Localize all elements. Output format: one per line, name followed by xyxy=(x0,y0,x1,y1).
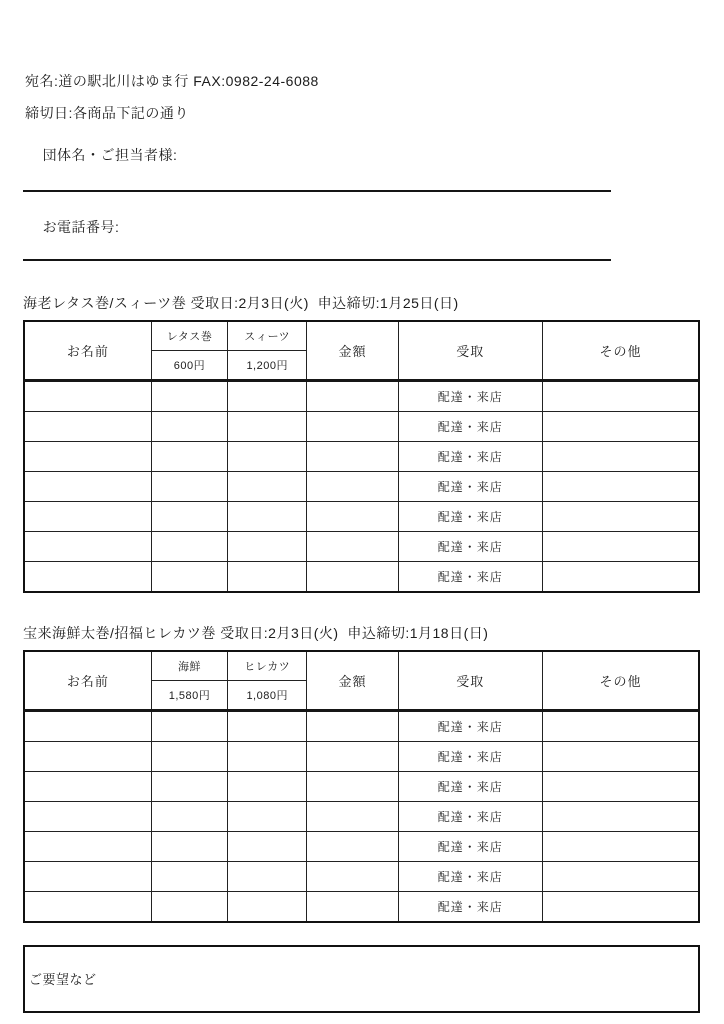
qty-cell-product1 xyxy=(151,802,227,832)
qty-cell-product2 xyxy=(228,892,307,923)
other-cell xyxy=(543,472,699,502)
header-row-products xyxy=(24,651,699,681)
col-header-product1: 海鮮 xyxy=(151,651,227,681)
addressee-line: 宛名:道の駅北川はゆま行 FAX:0982-24-6088 xyxy=(25,73,319,89)
order-table-ebi-lettuce xyxy=(23,320,700,593)
price-product1: 600円 xyxy=(151,351,227,381)
amount-cell xyxy=(307,502,398,532)
qty-cell-product1 xyxy=(151,832,227,862)
amount-cell xyxy=(307,892,398,923)
pickup-cell: 配達・来店 xyxy=(398,892,542,923)
order-row xyxy=(24,562,699,593)
name-cell xyxy=(24,862,151,892)
qty-cell-product1 xyxy=(151,532,227,562)
col-header-other: その他 xyxy=(543,321,699,381)
qty-cell-product1 xyxy=(151,742,227,772)
notes-box xyxy=(23,945,700,1013)
qty-cell-product1 xyxy=(151,772,227,802)
other-cell xyxy=(543,862,699,892)
order-row xyxy=(24,832,699,862)
other-cell xyxy=(543,412,699,442)
price-product1: 1,580円 xyxy=(151,681,227,711)
qty-cell-product2 xyxy=(228,772,307,802)
pickup-cell: 配達・来店 xyxy=(398,862,542,892)
order-row xyxy=(24,472,699,502)
amount-cell xyxy=(307,862,398,892)
col-header-pickup: 受取 xyxy=(398,651,542,711)
order-row xyxy=(24,802,699,832)
pickup-cell: 配達・来店 xyxy=(398,472,542,502)
name-cell xyxy=(24,381,151,412)
name-cell xyxy=(24,772,151,802)
other-cell xyxy=(543,772,699,802)
qty-cell-product1 xyxy=(151,442,227,472)
qty-cell-product2 xyxy=(228,412,307,442)
name-cell xyxy=(24,442,151,472)
other-cell xyxy=(543,381,699,412)
col-header-product2: ヒレカツ xyxy=(228,651,307,681)
qty-cell-product2 xyxy=(228,502,307,532)
pickup-cell: 配達・来店 xyxy=(398,772,542,802)
amount-cell xyxy=(307,711,398,742)
pickup-cell: 配達・来店 xyxy=(398,442,542,472)
qty-cell-product1 xyxy=(151,892,227,923)
amount-cell xyxy=(307,832,398,862)
qty-cell-product2 xyxy=(228,711,307,742)
amount-cell xyxy=(307,772,398,802)
pickup-cell: 配達・来店 xyxy=(398,532,542,562)
pickup-cell: 配達・来店 xyxy=(398,711,542,742)
col-header-amount: 金額 xyxy=(307,321,398,381)
amount-cell xyxy=(307,562,398,593)
other-cell xyxy=(543,562,699,593)
order-row xyxy=(24,892,699,923)
price-product2: 1,200円 xyxy=(228,351,307,381)
other-cell xyxy=(543,892,699,923)
qty-cell-product2 xyxy=(228,472,307,502)
qty-cell-product2 xyxy=(228,381,307,412)
amount-cell xyxy=(307,742,398,772)
name-cell xyxy=(24,472,151,502)
qty-cell-product1 xyxy=(151,562,227,593)
order-row xyxy=(24,412,699,442)
order-table-horai-hirekatsu xyxy=(23,650,700,923)
order-row xyxy=(24,742,699,772)
qty-cell-product1 xyxy=(151,412,227,442)
col-header-name: お名前 xyxy=(24,651,151,711)
amount-cell xyxy=(307,532,398,562)
name-cell xyxy=(24,711,151,742)
qty-cell-product1 xyxy=(151,381,227,412)
name-cell xyxy=(24,562,151,593)
qty-cell-product1 xyxy=(151,472,227,502)
phone-number-field xyxy=(23,192,611,261)
pickup-cell: 配達・来店 xyxy=(398,562,542,593)
col-header-product1: レタス巻 xyxy=(151,321,227,351)
qty-cell-product2 xyxy=(228,832,307,862)
name-cell xyxy=(24,802,151,832)
pickup-cell: 配達・来店 xyxy=(398,742,542,772)
col-header-other: その他 xyxy=(543,651,699,711)
notes-label: ご要望など xyxy=(29,972,97,987)
name-cell xyxy=(24,412,151,442)
qty-cell-product2 xyxy=(228,442,307,472)
amount-cell xyxy=(307,412,398,442)
name-cell xyxy=(24,502,151,532)
order-row xyxy=(24,381,699,412)
name-cell xyxy=(24,832,151,862)
order-row xyxy=(24,532,699,562)
pickup-cell: 配達・来店 xyxy=(398,502,542,532)
amount-cell xyxy=(307,381,398,412)
qty-cell-product2 xyxy=(228,532,307,562)
qty-cell-product2 xyxy=(228,802,307,832)
other-cell xyxy=(543,711,699,742)
name-cell xyxy=(24,742,151,772)
deadline-line: 締切日:各商品下記の通り xyxy=(25,105,189,121)
qty-cell-product1 xyxy=(151,862,227,892)
order-row xyxy=(24,502,699,532)
amount-cell xyxy=(307,802,398,832)
col-header-pickup: 受取 xyxy=(398,321,542,381)
col-header-amount: 金額 xyxy=(307,651,398,711)
pickup-cell: 配達・来店 xyxy=(398,802,542,832)
group-name-label: 団体名・ご担当者様: xyxy=(42,147,178,163)
pickup-cell: 配達・来店 xyxy=(398,412,542,442)
other-cell xyxy=(543,532,699,562)
qty-cell-product1 xyxy=(151,502,227,532)
order-row xyxy=(24,862,699,892)
other-cell xyxy=(543,502,699,532)
header-row-products xyxy=(24,321,699,351)
other-cell xyxy=(543,802,699,832)
qty-cell-product2 xyxy=(228,862,307,892)
qty-cell-product2 xyxy=(228,562,307,593)
table-title-ebi-lettuce: 海老レタス巻/スィーツ巻 受取日:2月3日(火) 申込締切:1月25日(日) xyxy=(23,295,459,311)
col-header-product2: スィーツ xyxy=(228,321,307,351)
order-row xyxy=(24,711,699,742)
amount-cell xyxy=(307,472,398,502)
price-product2: 1,080円 xyxy=(228,681,307,711)
pickup-cell: 配達・来店 xyxy=(398,381,542,412)
phone-number-label: お電話番号: xyxy=(42,219,120,235)
col-header-name: お名前 xyxy=(24,321,151,381)
qty-cell-product2 xyxy=(228,742,307,772)
group-name-field xyxy=(23,128,611,192)
qty-cell-product1 xyxy=(151,711,227,742)
other-cell xyxy=(543,442,699,472)
table-title-horai-hirekatsu: 宝来海鮮太巻/招福ヒレカツ巻 受取日:2月3日(火) 申込締切:1月18日(日) xyxy=(23,625,489,641)
other-cell xyxy=(543,742,699,772)
name-cell xyxy=(24,532,151,562)
order-row xyxy=(24,442,699,472)
order-row xyxy=(24,772,699,802)
amount-cell xyxy=(307,442,398,472)
other-cell xyxy=(543,832,699,862)
pickup-cell: 配達・来店 xyxy=(398,832,542,862)
name-cell xyxy=(24,892,151,923)
